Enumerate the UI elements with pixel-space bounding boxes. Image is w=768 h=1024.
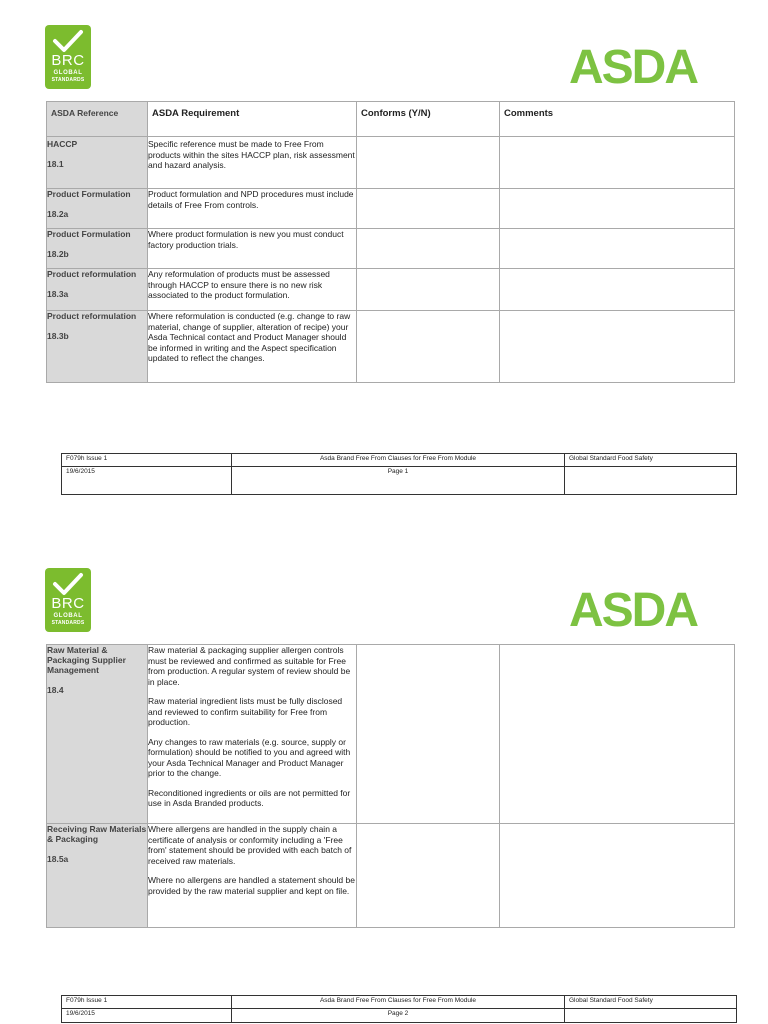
requirements-table-page1 [46, 101, 735, 383]
requirement-cell [148, 824, 357, 928]
table-row [47, 189, 735, 229]
footer-empty-cell [565, 467, 737, 495]
requirement-paragraph: Where allergens are handled in the supply chain a certificate of analysis or conformity including a 'Free from' statement should be provided with each batch of received raw materials. [148, 824, 352, 866]
checkmark-icon [52, 572, 84, 596]
brc-logo-text: BRC [51, 52, 85, 69]
brc-logo-text: BRC [51, 595, 85, 612]
reference-title: HACCP [47, 139, 78, 149]
footer-standard: Global Standard Food Safety [565, 454, 737, 467]
brc-logo-line2: STANDARDS [51, 620, 85, 626]
reference-number: 18.2b [47, 249, 69, 259]
reference-title: Product reformulation [47, 269, 137, 279]
reference-number: 18.4 [47, 685, 64, 695]
requirement-paragraph: Any changes to raw materials (e.g. source, supply or formulation) should be notified to you and agreed with your Asda Technical Manager and Product Manager prior to the change. [148, 736, 351, 778]
reference-cell [47, 824, 148, 928]
conforms-cell[interactable] [357, 311, 500, 383]
footer-page-number: Page 1 [232, 467, 565, 495]
table-row [47, 229, 735, 269]
reference-cell [47, 229, 148, 269]
requirement-text: Where reformulation is conducted (e.g. change to raw material, change of supplier, alteration of recipe) your Asda Technical contact and Product Manager should be informed in writing and the Aspect specification updated to reflect the changes. [148, 311, 351, 363]
comments-cell[interactable] [500, 311, 735, 383]
conforms-cell[interactable] [357, 269, 500, 311]
checkmark-icon [52, 29, 84, 53]
requirement-text: Specific reference must be made to Free From products within the sites HACCP plan, risk assessment and hazard analysis. [148, 139, 355, 170]
reference-number: 18.3b [47, 331, 69, 341]
footer-table-page1 [61, 453, 737, 495]
brc-logo-line1: GLOBAL [53, 70, 83, 76]
brc-logo-line2: STANDARDS [51, 77, 85, 83]
conforms-cell[interactable] [357, 645, 500, 824]
requirement-paragraph: Raw material & packaging supplier allergen controls must be reviewed and confirmed as suitable for Free from production. A regular system of review should be in place. [148, 645, 351, 687]
requirement-cell [148, 311, 357, 383]
reference-title: Product reformulation [47, 311, 137, 321]
table-row [47, 824, 735, 928]
reference-title: Product Formulation [47, 229, 131, 239]
conforms-cell[interactable] [357, 137, 500, 189]
requirement-cell [148, 645, 357, 824]
reference-cell [47, 269, 148, 311]
comments-cell[interactable] [500, 229, 735, 269]
requirement-paragraph: Reconditioned ingredients or oils are not permitted for use in Asda Branded products. [148, 787, 351, 808]
reference-number: 18.3a [47, 289, 69, 299]
requirement-text: Where product formulation is new you must conduct factory production trials. [148, 229, 344, 250]
requirement-cell [148, 189, 357, 229]
requirements-table-page2 [46, 644, 735, 928]
reference-cell [47, 311, 148, 383]
reference-cell [47, 645, 148, 824]
requirement-text: Product formulation and NPD procedures must include details of Free From controls. [148, 189, 354, 210]
reference-title: Raw Material & Packaging Supplier Management [47, 645, 126, 675]
reference-number: 18.1 [47, 159, 64, 169]
header-asda-requirement: ASDA Requirement [148, 102, 357, 137]
asda-logo: ASDA [568, 584, 697, 637]
requirement-text: Any reformulation of products must be assessed through HACCP to ensure there is no new risk associated to the product formulation. [148, 269, 330, 300]
table-row [47, 269, 735, 311]
footer-doc-id: F079h Issue 1 [62, 996, 232, 1009]
comments-cell[interactable] [500, 137, 735, 189]
comments-cell[interactable] [500, 189, 735, 229]
table-row [47, 645, 735, 824]
table-row [47, 137, 735, 189]
footer-date: 19/6/2015 [62, 467, 232, 495]
conforms-cell[interactable] [357, 189, 500, 229]
footer-doc-id: F079h Issue 1 [62, 454, 232, 467]
requirement-paragraph: Raw material ingredient lists must be fully disclosed and reviewed to confirm suitability for Free from production. [148, 696, 343, 727]
footer-standard: Global Standard Food Safety [565, 996, 737, 1009]
reference-number: 18.2a [47, 209, 69, 219]
table-row [47, 311, 735, 383]
header-conforms: Conforms (Y/N) [357, 102, 500, 137]
brc-logo-line1: GLOBAL [53, 613, 83, 619]
asda-logo: ASDA [568, 41, 697, 94]
conforms-cell[interactable] [357, 229, 500, 269]
footer-empty-cell [565, 1009, 737, 1023]
comments-cell[interactable] [500, 824, 735, 928]
header-asda-reference: ASDA Reference [47, 102, 148, 137]
requirement-cell [148, 269, 357, 311]
reference-title: Product Formulation [47, 189, 131, 199]
table-header-row [47, 102, 735, 137]
comments-cell[interactable] [500, 645, 735, 824]
footer-table-page2 [61, 995, 737, 1023]
reference-cell [47, 137, 148, 189]
header-comments: Comments [500, 102, 735, 137]
requirement-cell [148, 229, 357, 269]
requirement-paragraph: Where no allergens are handled a statement should be provided by the raw material supplier and kept on file. [148, 875, 355, 896]
reference-title: Receiving Raw Materials & Packaging [47, 824, 147, 844]
reference-cell [47, 189, 148, 229]
brc-logo [45, 568, 91, 632]
footer-page-number: Page 2 [232, 1009, 565, 1023]
comments-cell[interactable] [500, 269, 735, 311]
conforms-cell[interactable] [357, 824, 500, 928]
footer-doc-title: Asda Brand Free From Clauses for Free From Module [232, 454, 565, 467]
footer-doc-title: Asda Brand Free From Clauses for Free From Module [232, 996, 565, 1009]
reference-number: 18.5a [47, 854, 69, 864]
requirement-cell [148, 137, 357, 189]
brc-logo [45, 25, 91, 89]
footer-date: 19/6/2015 [62, 1009, 232, 1023]
